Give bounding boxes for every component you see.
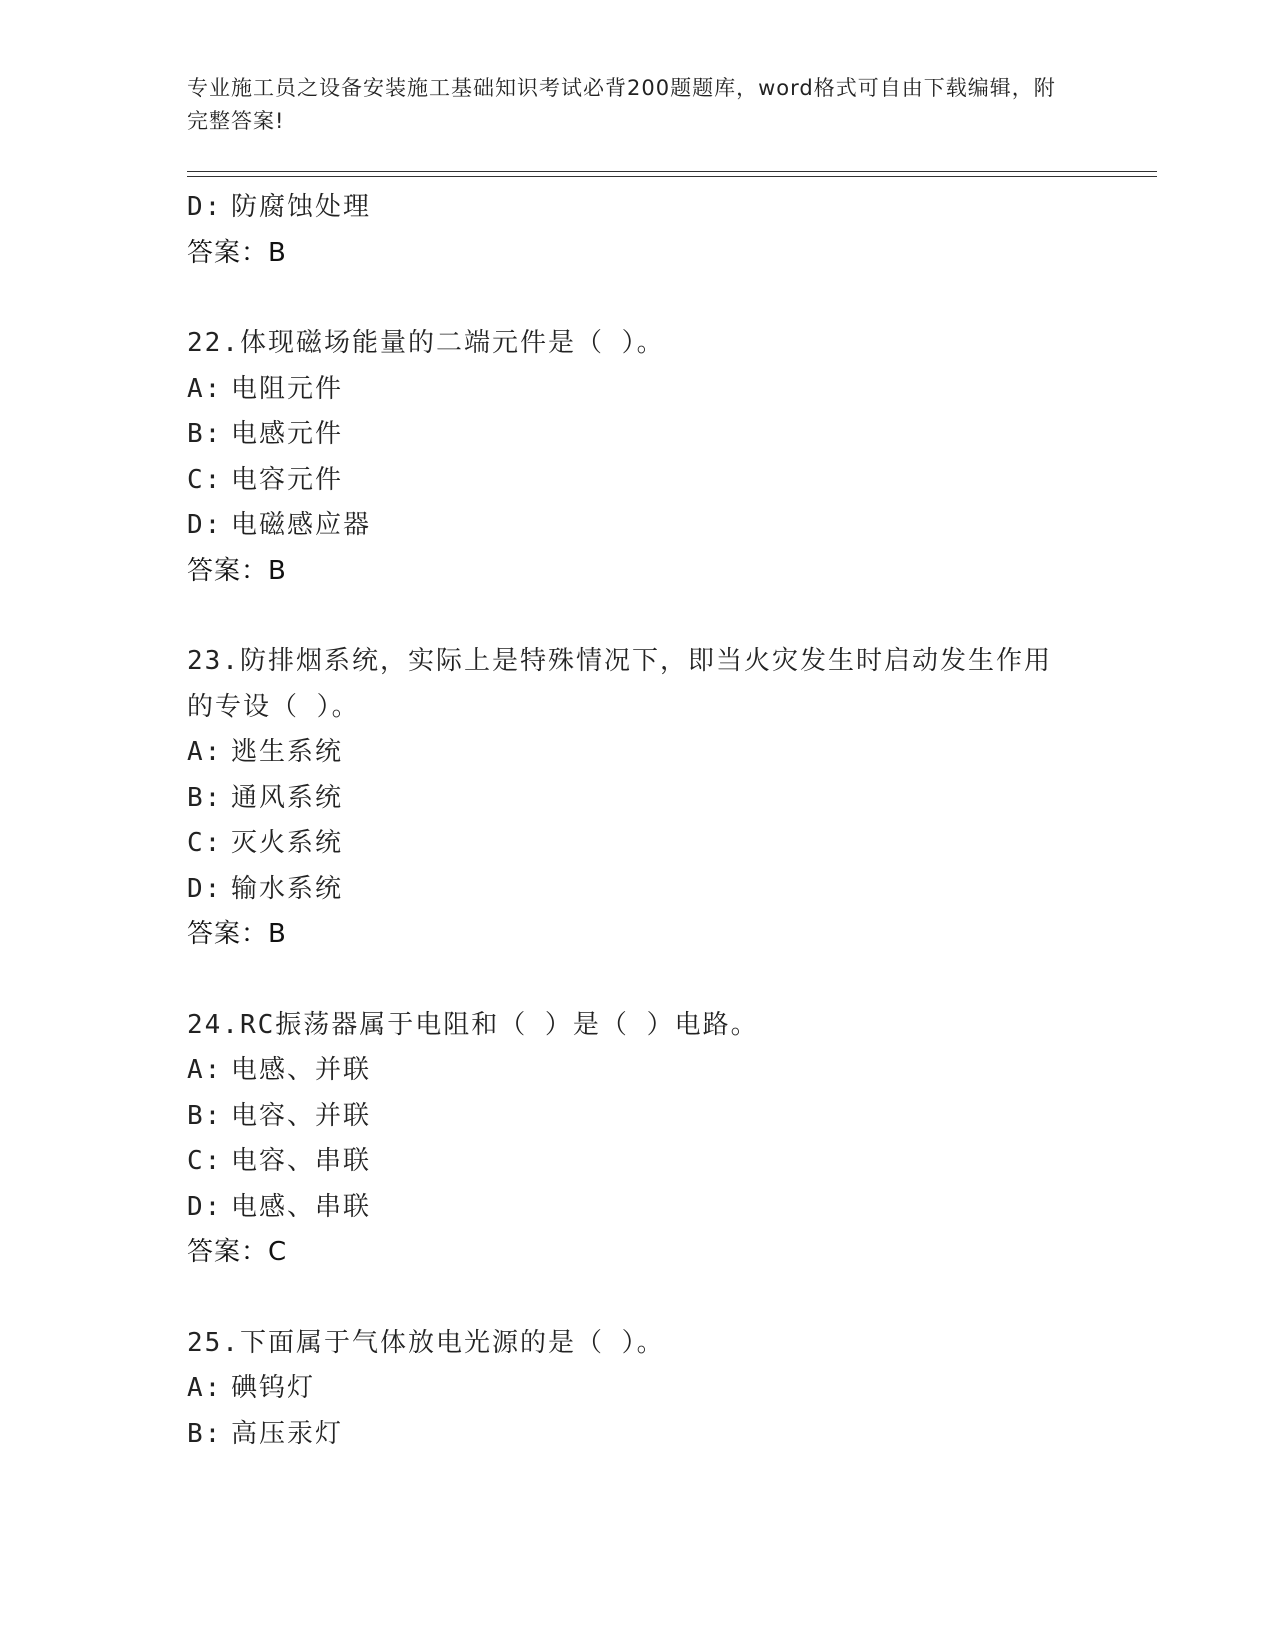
- option-text: 通风系统: [231, 782, 344, 813]
- option-a: [187, 730, 1087, 776]
- option-d: [187, 185, 1087, 231]
- option-letter: D:: [187, 192, 223, 222]
- option-text: 电感、串联: [231, 1191, 372, 1222]
- option-d: [187, 1185, 1087, 1231]
- option-a: [187, 367, 1087, 413]
- option-letter: A:: [187, 1055, 223, 1085]
- option-text: 电容、并联: [231, 1100, 372, 1131]
- option-letter: D:: [187, 1191, 223, 1222]
- option-text: 输水系统: [231, 873, 344, 904]
- option-text: 灭火系统: [231, 828, 344, 858]
- option-text: 电感元件: [231, 419, 344, 449]
- answer-line: 答案：B: [187, 237, 287, 268]
- option-letter: C:: [187, 1146, 223, 1176]
- option-letter: D:: [187, 510, 223, 540]
- option-c: [187, 1139, 1087, 1185]
- question-stem: 22.体现磁场能量的二端元件是（ ）。: [187, 328, 665, 358]
- option-b: [187, 776, 1087, 822]
- header-rule-bottom: [187, 176, 1157, 177]
- option-letter: B:: [187, 1418, 223, 1449]
- option-d: [187, 867, 1087, 913]
- question-stem: 23.防排烟系统，实际上是特殊情况下，即当火灾发生时启动发生作用的专设（ ）。: [187, 646, 1052, 722]
- option-text: 碘钨灯: [231, 1373, 316, 1403]
- question-list: [187, 185, 1087, 1457]
- option-letter: A:: [187, 373, 223, 404]
- option-letter: A:: [187, 1373, 223, 1403]
- option-letter: B:: [187, 782, 223, 813]
- answer-line: 答案：B: [187, 919, 287, 949]
- option-letter: A:: [187, 737, 223, 767]
- option-text: 逃生系统: [231, 737, 344, 767]
- option-text: 电阻元件: [231, 373, 344, 404]
- option-letter: B:: [187, 1100, 223, 1131]
- option-text: 高压汞灯: [231, 1418, 344, 1449]
- answer-line: 答案：C: [187, 1237, 288, 1267]
- question-stem: 25.下面属于气体放电光源的是（ ）。: [187, 1327, 665, 1358]
- option-letter: D:: [187, 873, 223, 904]
- option-text: 电容、串联: [231, 1146, 372, 1176]
- question-stem: 24.RC振荡器属于电阻和（ ）是（ ）电路。: [187, 1009, 759, 1040]
- option-b: [187, 412, 1087, 458]
- option-letter: B:: [187, 419, 223, 449]
- option-letter: C:: [187, 828, 223, 858]
- answer-line: 答案：B: [187, 555, 287, 586]
- option-text: 电感、并联: [231, 1055, 372, 1085]
- option-letter: C:: [187, 464, 223, 495]
- option-b: [187, 1412, 1087, 1458]
- option-c: [187, 821, 1087, 867]
- option-text: 防腐蚀处理: [231, 192, 372, 222]
- option-c: [187, 458, 1087, 504]
- option-b: [187, 1094, 1087, 1140]
- page-header-title: 专业施工员之设备安装施工基础知识考试必背200题题库，word格式可自由下载编辑，附完整答案!: [187, 76, 1056, 133]
- option-a: [187, 1366, 1087, 1412]
- option-text: 电容元件: [231, 464, 344, 495]
- header-rule-top: [187, 171, 1157, 172]
- option-text: 电磁感应器: [231, 510, 372, 540]
- option-a: [187, 1048, 1087, 1094]
- option-d: [187, 503, 1087, 549]
